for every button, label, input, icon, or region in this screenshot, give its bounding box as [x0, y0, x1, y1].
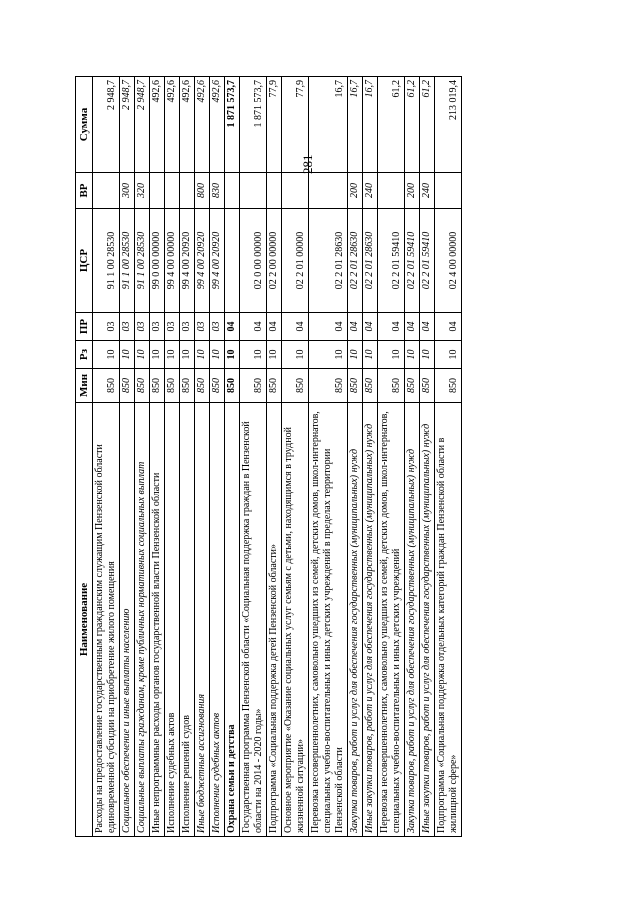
cell-sum: 492,6	[165, 77, 180, 173]
cell-sum: 1 871 573,7	[240, 77, 267, 173]
cell-csr: 91 1 00 28530	[120, 209, 135, 313]
cell-csr: 02 2 01 59410	[405, 209, 420, 313]
cell-name: Иные закупки товаров, работ и услуг для обеспечения государственных (муниципальных) нужд	[363, 403, 378, 837]
cell-pr: 04	[378, 313, 405, 341]
cell-rz: 10	[225, 341, 240, 369]
cell-rz: 10	[93, 341, 120, 369]
cell-name: Перевозка несовершеннолетних, самовольно ушедших из семей, детских домов, школ-интернатов, специальных учебно-воспитательных и иных детских учреждений	[378, 403, 405, 837]
cell-name: Перевозка несовершеннолетних, самовольно ушедших из семей, детских домов, школ-интернатов, специальных учебно-воспитательных и иных детских учреждений в пределах территории Пензенской области	[309, 403, 348, 837]
cell-csr: 02 2 00 00000	[267, 209, 282, 313]
cell-rz: 10	[210, 341, 225, 369]
cell-rz: 10	[363, 341, 378, 369]
cell-vr: 200	[405, 173, 420, 209]
header-vr: ВР	[76, 173, 93, 209]
cell-csr: 02 4 00 00000	[435, 209, 462, 313]
table-row	[240, 77, 267, 837]
cell-vr: 200	[348, 173, 363, 209]
cell-rz: 10	[309, 341, 348, 369]
cell-vr	[309, 173, 348, 209]
cell-sum: 1 871 573,7	[225, 77, 240, 173]
cell-sum: 2 948,7	[93, 77, 120, 173]
cell-rz: 10	[240, 341, 267, 369]
cell-name: Исполнение судебных актов	[165, 403, 180, 837]
cell-csr: 02 2 01 00000	[282, 209, 309, 313]
cell-csr: 02 2 01 28630	[348, 209, 363, 313]
cell-vr	[165, 173, 180, 209]
cell-csr: 99 4 00 00000	[165, 209, 180, 313]
cell-vr	[378, 173, 405, 209]
cell-pr: 04	[363, 313, 378, 341]
table-row	[93, 77, 120, 837]
cell-csr: 99 0 00 00000	[150, 209, 165, 313]
cell-name: Расходы на предоставление государственным гражданским служащим Пензенской области единовременной субсидии на приобретение жилого помещения	[93, 403, 120, 837]
header-name: Наименование	[76, 403, 93, 837]
table-body	[93, 77, 462, 837]
table-row	[420, 77, 435, 837]
cell-min: 850	[120, 369, 135, 403]
table-row	[195, 77, 210, 837]
cell-name: Социальные выплаты гражданам, кроме публичных нормативных социальных выплат	[135, 403, 150, 837]
cell-name: Подпрограмма «Социальная поддержка детей Пензенской области»	[267, 403, 282, 837]
cell-csr: 02 2 01 28630	[363, 209, 378, 313]
cell-csr: 02 2 01 59410	[420, 209, 435, 313]
cell-min: 850	[420, 369, 435, 403]
cell-vr: 800	[195, 173, 210, 209]
cell-pr: 03	[210, 313, 225, 341]
cell-csr: 91 1 00 28530	[135, 209, 150, 313]
table-row	[435, 77, 462, 837]
cell-name: Исполнение судебных актов	[210, 403, 225, 837]
cell-sum: 492,6	[210, 77, 225, 173]
cell-sum: 492,6	[150, 77, 165, 173]
cell-sum: 61,2	[420, 77, 435, 173]
cell-name: Иные закупки товаров, работ и услуг для обеспечения государственных (муниципальных) нужд	[420, 403, 435, 837]
cell-min: 850	[405, 369, 420, 403]
cell-vr	[282, 173, 309, 209]
cell-csr: 02 2 01 59410	[378, 209, 405, 313]
cell-min: 850	[348, 369, 363, 403]
cell-name: Подпрограмма «Социальная поддержка отдельных категорий граждан Пензенской области в жилищной сфере»	[435, 403, 462, 837]
cell-min: 850	[267, 369, 282, 403]
table-row	[363, 77, 378, 837]
table-row	[225, 77, 240, 837]
cell-sum: 492,6	[195, 77, 210, 173]
cell-csr: 99 4 00 20920	[210, 209, 225, 313]
cell-name: Социальное обеспечение и иные выплаты населению	[120, 403, 135, 837]
table-row	[150, 77, 165, 837]
cell-name: Закупка товаров, работ и услуг для обеспечения государственных (муниципальных) нужд	[405, 403, 420, 837]
cell-pr: 04	[225, 313, 240, 341]
cell-vr: 830	[210, 173, 225, 209]
header-rz: Рз	[76, 341, 93, 369]
table-row	[282, 77, 309, 837]
cell-vr	[180, 173, 195, 209]
cell-rz: 10	[180, 341, 195, 369]
table-row	[309, 77, 348, 837]
cell-vr: 320	[135, 173, 150, 209]
cell-vr	[150, 173, 165, 209]
cell-rz: 10	[435, 341, 462, 369]
cell-csr: 02 0 00 00000	[240, 209, 267, 313]
cell-min: 850	[225, 369, 240, 403]
cell-min: 850	[378, 369, 405, 403]
cell-rz: 10	[195, 341, 210, 369]
header-csr: ЦСР	[76, 209, 93, 313]
cell-pr: 04	[405, 313, 420, 341]
cell-name: Охрана семьи и детства	[225, 403, 240, 837]
cell-vr: 240	[363, 173, 378, 209]
cell-rz: 10	[267, 341, 282, 369]
cell-rz: 10	[282, 341, 309, 369]
cell-pr: 04	[435, 313, 462, 341]
cell-min: 850	[180, 369, 195, 403]
cell-min: 850	[135, 369, 150, 403]
cell-rz: 10	[150, 341, 165, 369]
table-header-row	[76, 77, 93, 837]
cell-rz: 10	[135, 341, 150, 369]
budget-table-container	[75, 77, 462, 837]
table-row	[267, 77, 282, 837]
table-row	[405, 77, 420, 837]
cell-csr: 02 2 01 28630	[309, 209, 348, 313]
cell-pr: 04	[282, 313, 309, 341]
cell-min: 850	[435, 369, 462, 403]
table-row	[210, 77, 225, 837]
cell-vr: 300	[120, 173, 135, 209]
cell-rz: 10	[405, 341, 420, 369]
cell-pr: 03	[93, 313, 120, 341]
cell-rz: 10	[120, 341, 135, 369]
cell-name: Основное мероприятие «Оказание социальных услуг семьям с детьми, находящимся в трудной жизненной ситуации»	[282, 403, 309, 837]
cell-pr: 03	[120, 313, 135, 341]
cell-vr	[240, 173, 267, 209]
cell-csr: 99 4 00 20920	[180, 209, 195, 313]
cell-vr	[93, 173, 120, 209]
cell-name: Исполнение решений судов	[180, 403, 195, 837]
cell-rz: 10	[378, 341, 405, 369]
cell-pr: 04	[348, 313, 363, 341]
cell-pr: 03	[150, 313, 165, 341]
cell-sum: 213 019,4	[435, 77, 462, 173]
cell-sum: 16,7	[348, 77, 363, 173]
table-row	[120, 77, 135, 837]
header-pr: ПР	[76, 313, 93, 341]
cell-min: 850	[150, 369, 165, 403]
cell-sum: 492,6	[180, 77, 195, 173]
cell-sum: 61,2	[378, 77, 405, 173]
cell-name: Иные непрограммные расходы органов государственной власти Пензенской области	[150, 403, 165, 837]
cell-pr: 03	[180, 313, 195, 341]
cell-sum: 61,2	[405, 77, 420, 173]
cell-rz: 10	[420, 341, 435, 369]
cell-pr: 03	[195, 313, 210, 341]
cell-sum: 2 948,7	[135, 77, 150, 173]
cell-csr: 91 1 00 28530	[93, 209, 120, 313]
cell-name: Закупка товаров, работ и услуг для обеспечения государственных (муниципальных) нужд	[348, 403, 363, 837]
page-number: 281	[300, 154, 315, 174]
cell-pr: 03	[135, 313, 150, 341]
cell-vr	[435, 173, 462, 209]
cell-vr	[267, 173, 282, 209]
budget-table	[75, 76, 462, 837]
cell-csr: 99 4 00 20920	[195, 209, 210, 313]
cell-min: 850	[210, 369, 225, 403]
header-sum: Сумма	[76, 77, 93, 173]
cell-min: 850	[195, 369, 210, 403]
cell-name: Государственная программа Пензенской области «Социальная поддержка граждан в Пензенской области на 2014 - 2020 годы»	[240, 403, 267, 837]
cell-min: 850	[282, 369, 309, 403]
cell-pr: 04	[420, 313, 435, 341]
cell-min: 850	[240, 369, 267, 403]
table-row	[348, 77, 363, 837]
table-row	[135, 77, 150, 837]
cell-min: 850	[165, 369, 180, 403]
table-row	[378, 77, 405, 837]
cell-rz: 10	[348, 341, 363, 369]
cell-rz: 10	[165, 341, 180, 369]
cell-sum: 2 948,7	[120, 77, 135, 173]
cell-sum: 77,9	[282, 77, 309, 173]
cell-vr: 240	[420, 173, 435, 209]
cell-csr	[225, 209, 240, 313]
cell-vr	[225, 173, 240, 209]
cell-min: 850	[363, 369, 378, 403]
header-min: Мин	[76, 369, 93, 403]
cell-min: 850	[93, 369, 120, 403]
table-row	[180, 77, 195, 837]
cell-pr: 03	[165, 313, 180, 341]
cell-min: 850	[309, 369, 348, 403]
cell-name: Иные бюджетные ассигнования	[195, 403, 210, 837]
cell-pr: 04	[309, 313, 348, 341]
cell-sum: 16,7	[363, 77, 378, 173]
table-row	[165, 77, 180, 837]
cell-sum: 16,7	[309, 77, 348, 173]
cell-sum: 77,9	[267, 77, 282, 173]
cell-pr: 04	[267, 313, 282, 341]
cell-pr: 04	[240, 313, 267, 341]
